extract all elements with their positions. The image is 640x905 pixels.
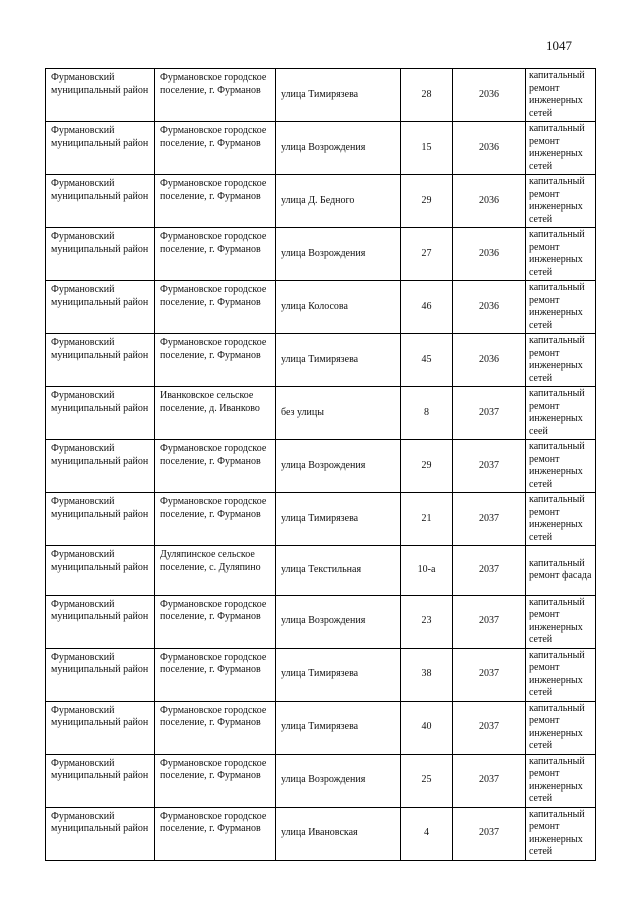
district-cell: Фурмановский муниципальный район: [46, 546, 155, 596]
year-cell: 2037: [453, 701, 526, 754]
work-type-cell: капитальный ремонт инженерных сетей: [526, 595, 596, 648]
work-type-cell: капитальный ремонт инженерных сетей: [526, 440, 596, 493]
year-cell: 2037: [453, 493, 526, 546]
district-cell: Фурмановский муниципальный район: [46, 754, 155, 807]
settlement-cell: Фурмановское городское поселение, г. Фурманов: [155, 175, 276, 228]
house-number-cell: 46: [401, 281, 453, 334]
settlement-cell: Дуляпинское сельское поселение, с. Дуляпино: [155, 546, 276, 596]
district-cell: Фурмановский муниципальный район: [46, 334, 155, 387]
settlement-cell: Фурмановское городское поселение, г. Фурманов: [155, 228, 276, 281]
table-row: [46, 754, 596, 807]
house-number-cell: 15: [401, 122, 453, 175]
table-row: [46, 493, 596, 546]
year-cell: 2037: [453, 807, 526, 860]
settlement-cell: Фурмановское городское поселение, г. Фурманов: [155, 440, 276, 493]
district-cell: Фурмановский муниципальный район: [46, 440, 155, 493]
district-cell: Фурмановский муниципальный район: [46, 387, 155, 440]
settlement-cell: Фурмановское городское поселение, г. Фурманов: [155, 754, 276, 807]
street-cell: улица Возрождения: [276, 595, 401, 648]
street-cell: улица Возрождения: [276, 122, 401, 175]
settlement-cell: Фурмановское городское поселение, г. Фурманов: [155, 281, 276, 334]
settlement-cell: Фурмановское городское поселение, г. Фурманов: [155, 648, 276, 701]
year-cell: 2037: [453, 546, 526, 596]
house-number-cell: 23: [401, 595, 453, 648]
house-number-cell: 29: [401, 440, 453, 493]
street-cell: улица Тимирязева: [276, 493, 401, 546]
table-row: [46, 648, 596, 701]
work-type-cell: капитальный ремонт инженерных сетей: [526, 648, 596, 701]
work-type-cell: капитальный ремонт инженерных сеей: [526, 387, 596, 440]
street-cell: улица Текстильная: [276, 546, 401, 596]
settlement-cell: Фурмановское городское поселение, г. Фурманов: [155, 807, 276, 860]
year-cell: 2036: [453, 175, 526, 228]
district-cell: Фурмановский муниципальный район: [46, 807, 155, 860]
district-cell: Фурмановский муниципальный район: [46, 281, 155, 334]
house-number-cell: 40: [401, 701, 453, 754]
street-cell: улица Тимирязева: [276, 334, 401, 387]
settlement-cell: Фурмановское городское поселение, г. Фурманов: [155, 122, 276, 175]
year-cell: 2036: [453, 69, 526, 122]
district-cell: Фурмановский муниципальный район: [46, 493, 155, 546]
district-cell: Фурмановский муниципальный район: [46, 701, 155, 754]
street-cell: улица Возрождения: [276, 440, 401, 493]
table-row: [46, 807, 596, 860]
work-type-cell: капитальный ремонт инженерных сетей: [526, 754, 596, 807]
table-row: [46, 281, 596, 334]
house-number-cell: 21: [401, 493, 453, 546]
street-cell: улица Тимирязева: [276, 69, 401, 122]
district-cell: Фурмановский муниципальный район: [46, 175, 155, 228]
work-type-cell: капитальный ремонт инженерных сетей: [526, 175, 596, 228]
settlement-cell: Иванковское сельское поселение, д. Иванково: [155, 387, 276, 440]
year-cell: 2036: [453, 122, 526, 175]
settlement-cell: Фурмановское городское поселение, г. Фурманов: [155, 493, 276, 546]
street-cell: улица Возрождения: [276, 754, 401, 807]
house-number-cell: 8: [401, 387, 453, 440]
page-number: 1047: [546, 38, 572, 53]
year-cell: 2037: [453, 595, 526, 648]
table-row: [46, 122, 596, 175]
district-cell: Фурмановский муниципальный район: [46, 228, 155, 281]
year-cell: 2036: [453, 334, 526, 387]
street-cell: улица Д. Бедного: [276, 175, 401, 228]
work-type-cell: капитальный ремонт инженерных сетей: [526, 493, 596, 546]
table-row: [46, 546, 596, 596]
work-type-cell: капитальный ремонт фасада: [526, 546, 596, 596]
table-row: [46, 595, 596, 648]
table-row: [46, 175, 596, 228]
house-number-cell: 38: [401, 648, 453, 701]
work-type-cell: капитальный ремонт инженерных сетей: [526, 281, 596, 334]
street-cell: улица Колосова: [276, 281, 401, 334]
table-row: [46, 228, 596, 281]
district-cell: Фурмановский муниципальный район: [46, 595, 155, 648]
table-row: [46, 440, 596, 493]
settlement-cell: Фурмановское городское поселение, г. Фурманов: [155, 69, 276, 122]
year-cell: 2036: [453, 281, 526, 334]
settlement-cell: Фурмановское городское поселение, г. Фурманов: [155, 595, 276, 648]
street-cell: без улицы: [276, 387, 401, 440]
house-number-cell: 10-а: [401, 546, 453, 596]
street-cell: улица Тимирязева: [276, 701, 401, 754]
year-cell: 2037: [453, 754, 526, 807]
house-number-cell: 4: [401, 807, 453, 860]
district-cell: Фурмановский муниципальный район: [46, 122, 155, 175]
table-row: [46, 334, 596, 387]
buildings-table: [45, 68, 596, 861]
settlement-cell: Фурмановское городское поселение, г. Фурманов: [155, 701, 276, 754]
work-type-cell: капитальный ремонт инженерных сетей: [526, 122, 596, 175]
work-type-cell: капитальный ремонт инженерных сетей: [526, 701, 596, 754]
work-type-cell: капитальный ремонт инженерных сетей: [526, 228, 596, 281]
table-row: [46, 387, 596, 440]
house-number-cell: 27: [401, 228, 453, 281]
street-cell: улица Тимирязева: [276, 648, 401, 701]
house-number-cell: 29: [401, 175, 453, 228]
work-type-cell: капитальный ремонт инженерных сетей: [526, 807, 596, 860]
house-number-cell: 28: [401, 69, 453, 122]
work-type-cell: капитальный ремонт инженерных сетей: [526, 69, 596, 122]
street-cell: улица Возрождения: [276, 228, 401, 281]
street-cell: улица Ивановская: [276, 807, 401, 860]
house-number-cell: 25: [401, 754, 453, 807]
district-cell: Фурмановский муниципальный район: [46, 648, 155, 701]
work-type-cell: капитальный ремонт инженерных сетей: [526, 334, 596, 387]
table-row: [46, 69, 596, 122]
year-cell: 2037: [453, 387, 526, 440]
house-number-cell: 45: [401, 334, 453, 387]
year-cell: 2037: [453, 648, 526, 701]
table-row: [46, 701, 596, 754]
district-cell: Фурмановский муниципальный район: [46, 69, 155, 122]
settlement-cell: Фурмановское городское поселение, г. Фурманов: [155, 334, 276, 387]
year-cell: 2037: [453, 440, 526, 493]
year-cell: 2036: [453, 228, 526, 281]
